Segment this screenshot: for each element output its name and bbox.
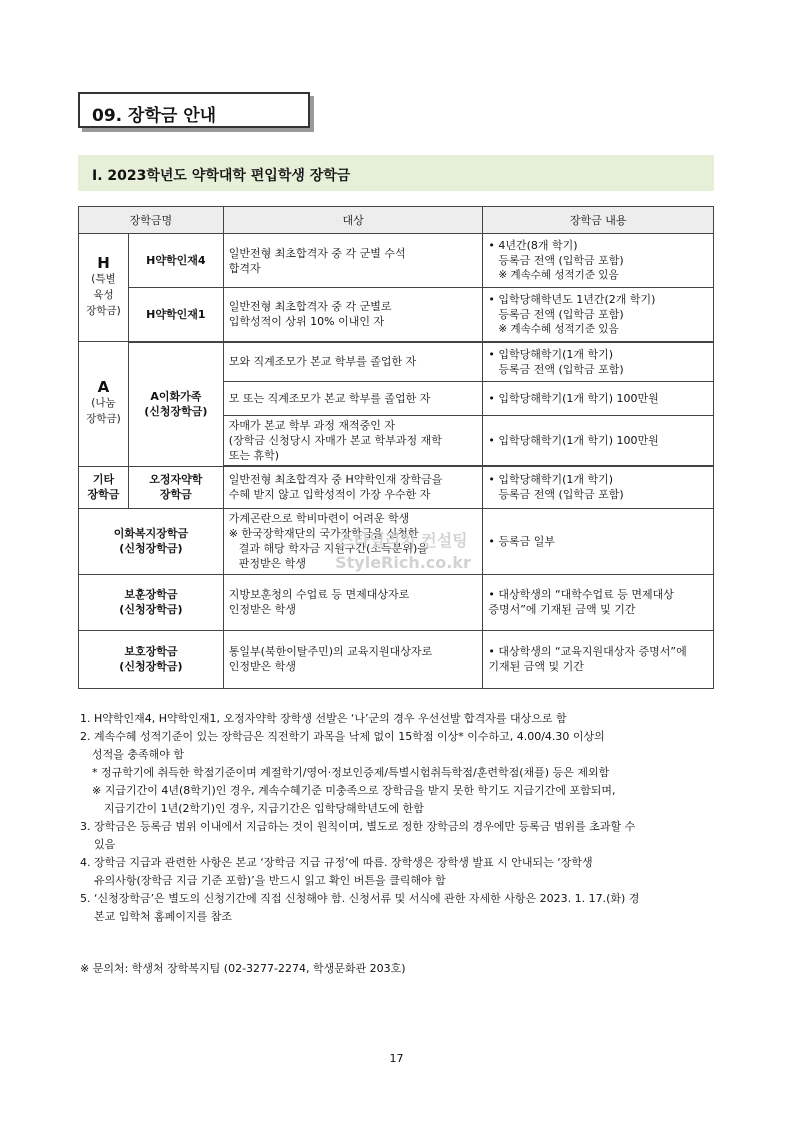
h4-content-line: 등록금 전액 (입학금 포함) (498, 254, 624, 267)
h1-content-line: • 입학당해학년도 1년간(2개 학기) (488, 292, 656, 306)
scholarship-table (78, 206, 714, 689)
h1-content (483, 288, 714, 342)
note-line: 5. ‘신청장학금’은 별도의 신청기간에 직접 신청해야 함. 신청서류 및 서식에 관한 자세한 사항은 2023. 1. 17.(화) 경 (80, 892, 640, 905)
table-row (79, 508, 714, 574)
group-a-cell (79, 342, 129, 467)
notes-list (80, 710, 720, 926)
table-row (79, 234, 714, 288)
group-a-desc: (나눔 장학금) (86, 397, 121, 426)
welfare-target (223, 508, 483, 574)
note-line: 유의사항(장학금 지급 기준 포함)’을 반드시 읽고 확인 버튼을 클릭해야 함 (94, 874, 446, 887)
other-content-line: • 입학당해학기(1개 학기) (488, 473, 614, 487)
a-family-r2-content: • 입학당해학기(1개 학기) 100만원 (483, 382, 714, 416)
h4-content-line: ※ 계속수혜 성적기준 있음 (498, 269, 619, 281)
note-line: 지급기간이 1년(2학기)인 경우, 지급기간은 입학당해학년도에 한함 (104, 802, 424, 815)
note-line: 본교 입학처 홈페이지를 참조 (94, 910, 233, 923)
other-content-line: 등록금 전액 (입학금 포함) (498, 488, 624, 502)
table-row (79, 574, 714, 630)
other-name: 오정자약학 장학금 (128, 466, 223, 508)
other-target: 일반전형 최초합격자 중 H약학인재 장학금을 수혜 받지 않고 입학성적이 가장 우수한 자 (223, 466, 483, 508)
group-h-desc: (특별 육성 장학금) (86, 273, 121, 317)
veteran-content: • 대상학생의 “대학수업료 등 면제대상 증명서”에 기재된 금액 및 기간 (483, 574, 714, 630)
protect-content: • 대상학생의 “교육지원대상자 증명서”에 기재된 금액 및 기간 (483, 630, 714, 688)
h1-content-line: ※ 계속수혜 성적기준 있음 (498, 322, 619, 335)
note-line: 있음 (94, 838, 116, 851)
note-line: 1. H약학인재4, H약학인재1, 오정자약학 장학생 선발은 ‘나’군의 경우 우선선발 합격자를 대상으로 함 (80, 712, 567, 725)
welfare-target-line: 결과 해당 학자금 지원구간(소득분위)을 (238, 542, 428, 555)
note-line: * 정규학기에 취득한 학점기준이며 계절학기/영어·정보인증제/특별시험취득학점/훈련학점(채플) 등은 제외함 (92, 766, 610, 779)
veteran-name: 보훈장학금 (신청장학금) (79, 574, 224, 630)
h4-target: 일반전형 최초합격자 중 각 군별 수석 합격자 (223, 234, 483, 288)
welfare-target-line: 가계곤란으로 학비마련이 어려운 학생 (228, 512, 410, 525)
veteran-target: 지방보훈청의 수업료 등 면제대상자로 인정받은 학생 (223, 574, 483, 630)
protect-name: 보호장학금 (신청장학금) (79, 630, 224, 688)
h1-content-line: 등록금 전액 (입학금 포함) (498, 307, 624, 321)
note-line: 성적을 충족해야 함 (92, 748, 185, 761)
a-r1-content-line: • 입학당해학기(1개 학기) (488, 347, 614, 361)
h4-content-line: • 4년간(8개 학기) (488, 239, 578, 252)
h1-target: 일반전형 최초합격자 중 각 군별로 입학성적이 상위 10% 이내인 자 (223, 288, 483, 342)
a-family-r3-target: 자매가 본교 학부 과정 재적중인 자 (장학금 신청당시 자매가 본교 학부과정 재학 또는 휴학) (223, 416, 483, 467)
a-family-r3-content: • 입학당해학기(1개 학기) 100만원 (483, 416, 714, 467)
note-line: ※ 지급기간이 4년(8학기)인 경우, 계속수혜기준 미충족으로 장학금을 받지 못한 학기도 지급기간에 포함되며, (92, 784, 616, 797)
h4-name: H약학인재4 (128, 234, 223, 288)
welfare-target-line: ※ 한국장학재단의 국가장학금을 신청한 (228, 527, 419, 540)
a-family-name: A이화가족 (신청장학금) (128, 342, 223, 467)
welfare-content: • 등록금 일부 (483, 508, 714, 574)
table-row (79, 466, 714, 508)
contact-info: ※ 문의처: 학생처 장학복지팀 (02-3277-2274, 학생문화관 203호) (80, 962, 406, 975)
table-row (79, 288, 714, 342)
group-h-cell (79, 234, 129, 342)
note-line: 3. 장학금은 등록금 범위 이내에서 지급하는 것이 원칙이며, 별도로 정한 장학금의 경우에만 등록금 범위를 초과할 수 (80, 820, 636, 833)
header-target: 대상 (223, 207, 483, 234)
table-header-row (79, 207, 714, 234)
a-family-r1-content (483, 342, 714, 382)
header-content: 장학금 내용 (483, 207, 714, 234)
section-title: 09. 장학금 안내 (78, 92, 310, 128)
a-family-r1-target: 모와 직계조모가 본교 학부를 졸업한 자 (223, 342, 483, 382)
protect-target: 통일부(북한이탈주민)의 교육지원대상자로 인정받은 학생 (223, 630, 483, 688)
other-content (483, 466, 714, 508)
table-row (79, 630, 714, 688)
page-number: 17 (389, 1052, 404, 1065)
watermark: 스타일리치 컨설팅 StyleRich.co.kr (335, 531, 471, 572)
note-line: 2. 계속수혜 성적기준이 있는 장학금은 직전학기 과목을 낙제 없이 15학점 이상* 이수하고, 4.00/4.30 이상의 (80, 730, 605, 743)
group-h-letter: H (97, 254, 110, 272)
welfare-target-line: 판정받은 학생 (238, 557, 307, 570)
a-r1-content-line: 등록금 전액 (입학금 포함) (498, 362, 624, 376)
other-group: 기타 장학금 (79, 466, 129, 508)
table-row (79, 342, 714, 382)
welfare-name: 이화복지장학금 (신청장학금) (79, 508, 224, 574)
sub-title: Ⅰ. 2023학년도 약학대학 편입학생 장학금 (78, 155, 714, 191)
header-name: 장학금명 (79, 207, 224, 234)
a-family-r2-target: 모 또는 직계조모가 본교 학부를 졸업한 자 (223, 382, 483, 416)
h1-name: H약학인재1 (128, 288, 223, 342)
h4-content (483, 234, 714, 288)
group-a-letter: A (97, 378, 110, 397)
note-line: 4. 장학금 지급과 관련한 사항은 본교 ‘장학금 지급 규정’에 따름. 장학생은 장학생 발표 시 안내되는 ‘장학생 (80, 856, 593, 869)
